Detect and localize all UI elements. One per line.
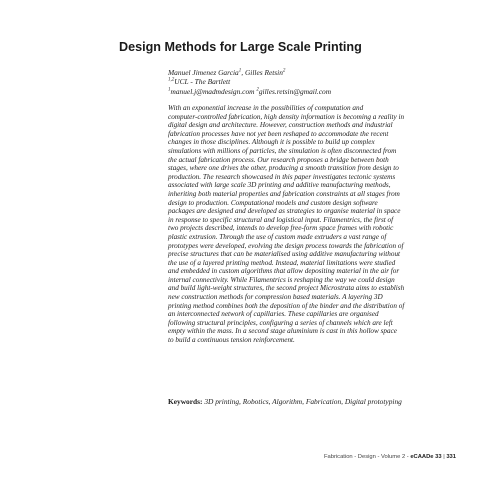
abstract — [168, 104, 450, 345]
abstract-line: digital design and architecture. However, construction methods and industrial — [168, 121, 393, 130]
abstract-line: prototypes were developed, evolving the design process towards the fabrication of — [168, 241, 404, 250]
footer-section: Fabrication - Design - Volume 2 - — [323, 454, 411, 460]
email-sup-2: 2 — [256, 87, 259, 93]
abstract-line: the use of a layered printing method. Instead, material limitations were studied — [168, 258, 396, 267]
abstract-line: printing method combines both the deposition of the binder and the distribution of — [168, 301, 405, 310]
author-names — [168, 68, 458, 77]
abstract-line: and build light-weight structures, the second project Microstrata aims to establish — [168, 284, 405, 293]
abstract-line: following structural principles, configuring a series of channels which are left — [168, 318, 393, 327]
abstract-line: fabrication processes have not yet been reshaped to accommodate the recent — [168, 129, 389, 138]
author-sup-2: 2 — [282, 68, 286, 74]
abstract-line: new construction methods for compression based materials. A layering 3D — [168, 293, 383, 302]
author-emails — [168, 87, 458, 96]
abstract-line: an interconnected network of capillaries. These capillaries are organised — [168, 310, 379, 319]
abstract-line: precise structures that can be materialised using additive manufacturing without — [168, 250, 401, 259]
paper-title: Design Methods for Large Scale Printing — [119, 40, 362, 54]
abstract-line: computer-controlled fabrication, high density information is becoming a reality in — [168, 112, 405, 121]
abstract-line: With an exponential increase in the possibilities of computation and — [168, 104, 364, 112]
keywords-text: 3D printing, Robotics, Algorithm, Fabrication, Digital prototyping — [202, 397, 402, 406]
abstract-line: plastic extrusion. Through the use of custom made extruders a vast range of — [168, 232, 387, 241]
footer-journal: eCAADe 33 — [410, 454, 442, 460]
author-affiliation — [168, 77, 458, 86]
footer-page-number: 331 — [446, 454, 456, 460]
abstract-line: the actual fabrication process. Our research proposes a bridge between both — [168, 155, 389, 164]
abstract-line: production. The research showcased in this paper investigates tectonic systems — [168, 172, 396, 181]
author-name-1: Manuel Jimenez Garcia — [168, 68, 239, 77]
page-footer — [324, 454, 456, 460]
abstract-line: to build a continuous tension reinforcement. — [168, 336, 295, 345]
affiliation-text: UCL - The Bartlett — [174, 77, 231, 87]
abstract-line: empty within the mass. In a second stage aluminium is cast in this hollow space — [168, 327, 397, 336]
abstract-line: changes in those disciplines. Although it is possible to build up complex — [168, 138, 375, 147]
abstract-line: stages, where one drives the other, producing a smooth transition from design to — [168, 164, 399, 173]
abstract-line: simulations with millions of particles, the simulation is often disconnected from — [168, 146, 397, 155]
author-sup-1: 1 — [238, 68, 242, 74]
author-block — [168, 68, 458, 96]
abstract-line: packages are designed and developed as strategies to organise material in space — [168, 207, 401, 216]
keywords — [168, 397, 458, 406]
abstract-line: internal connectivity. While Filamentrics is reshaping the way we could design — [168, 275, 395, 284]
affiliation-sup: 1,2 — [168, 77, 175, 83]
email-sup-1: 1 — [168, 87, 171, 93]
abstract-line: associated with large scale 3D printing and additive manufacturing methods, — [168, 181, 391, 190]
abstract-line: inheriting both material properties and fabrication constraints at all stages from — [168, 189, 400, 198]
abstract-line: in response to specific structural and logistical input. Filamentrics, the first of — [168, 215, 394, 224]
abstract-line: two projects described, intends to develop free-form space frames with robotic — [168, 224, 394, 233]
email-1: manuel.j@madmdesign.com — [170, 86, 255, 96]
keywords-label: Keywords: — [168, 397, 203, 406]
abstract-line: and embedded in custom algorithms that allow depositing material in the air for — [168, 267, 400, 276]
author-name-2: , Gilles Retsin — [241, 68, 283, 77]
abstract-line: design to production. Computational models and custom design software — [168, 198, 378, 207]
email-2: gilles.retsin@gmail.com — [258, 86, 332, 96]
footer-separator: | — [441, 454, 447, 460]
